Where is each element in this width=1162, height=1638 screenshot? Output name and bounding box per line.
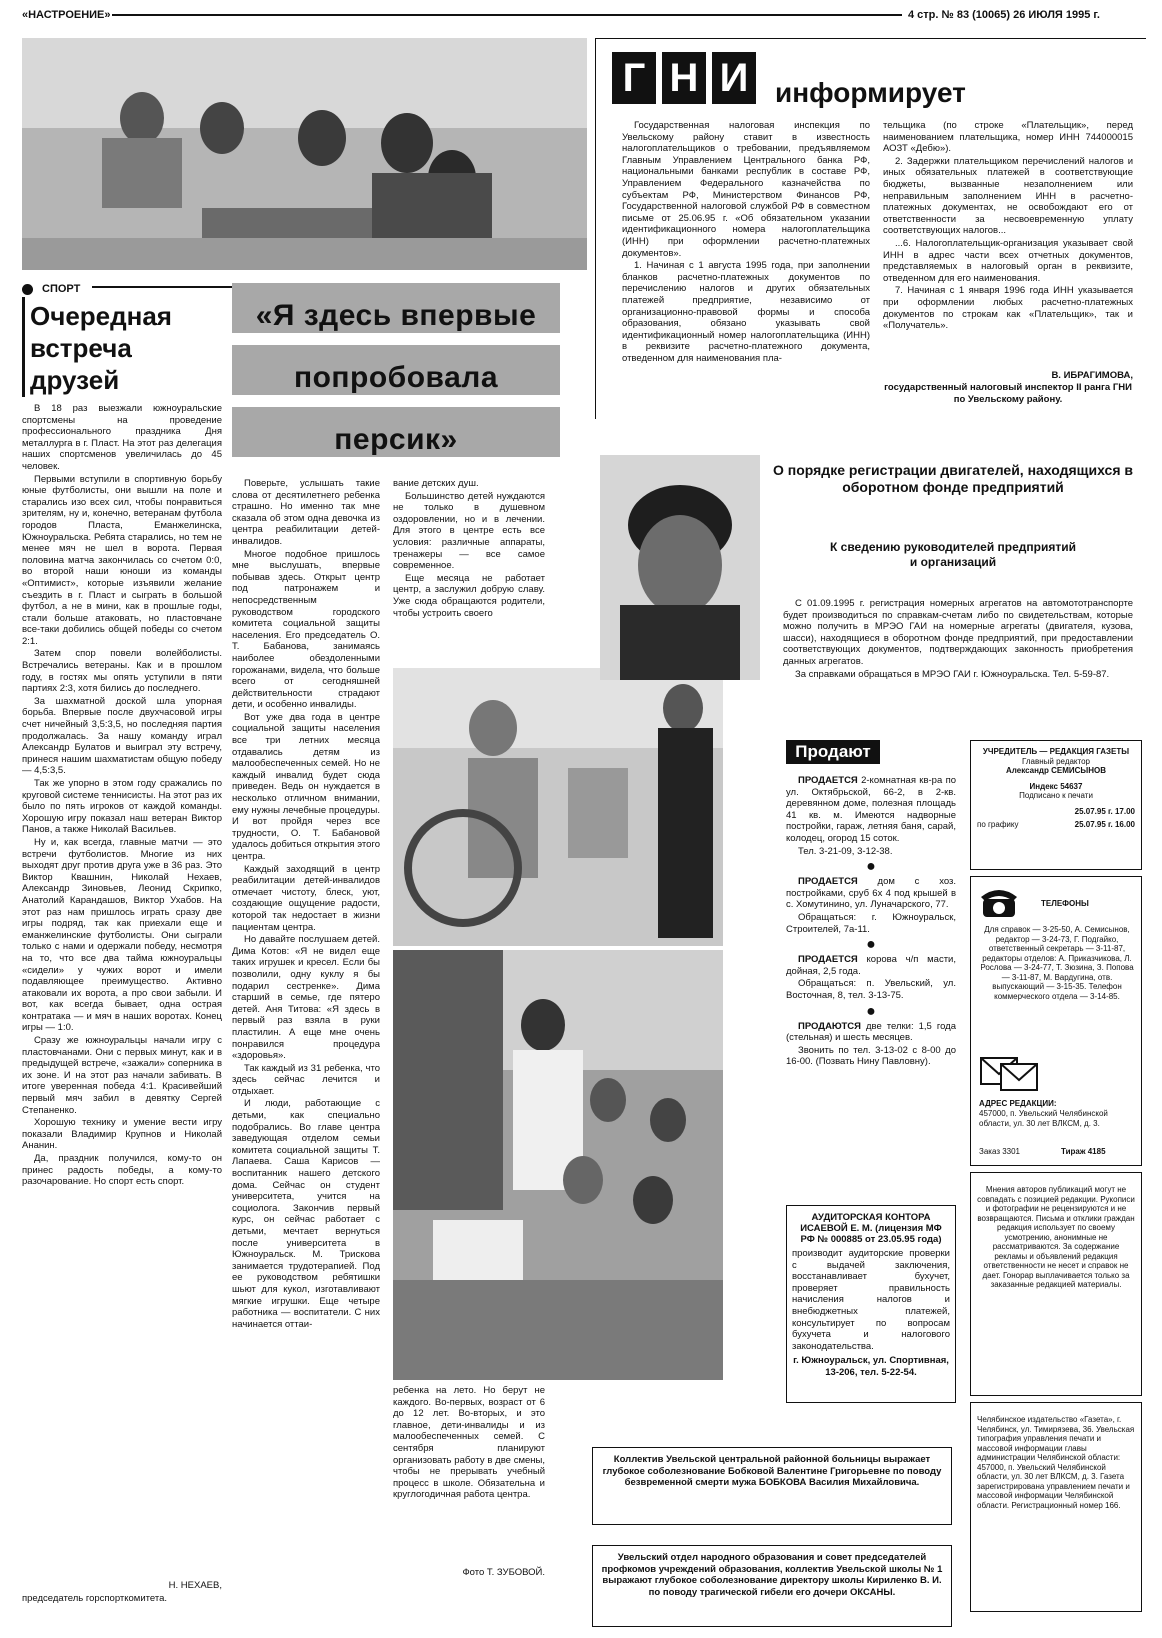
ad-lead: ПРОДАЕТСЯ	[798, 954, 858, 966]
audit-title: АУДИТОРСКАЯ КОНТОРА ИСАЕВОЙ Е. М. (лицензия МФ РФ № 000885 от 23.05.95 года)	[800, 1212, 942, 1245]
paragraph: Так каждый из 31 ребенка, что здесь сейчас лечится и отдыхает.	[232, 1062, 380, 1097]
rubric-label: СПОРТ	[42, 283, 81, 296]
sport-signature: Н. НЕХАЕВ,	[168, 1580, 222, 1591]
paragraph: Да, праздник получился, кому-то он принес радость победы, а кому-то разочарование. Но спорт есть спорт.	[22, 1153, 222, 1188]
title-line: друзей	[30, 365, 120, 395]
disclaimer-text: Мнения авторов публикаций могут не совпадать с позицией редакции. Рукописи и фотографии не рецензируются и не возвращаются. Письма и отклики граждан редакция использует по своему усмотрению, анонимные не рассматриваются. За содержание рекламы и объявлений редакция ответственности не несет и справок не дает. Гонорар выплачивается только за заказанные редакцией материалы.	[977, 1185, 1135, 1289]
paragraph: Затем спор повели волейболисты. Встречались ветераны. Как и в прошлом году, в гостях мы опять уступили в пяти партиях 2:3, хотя бились до последнего.	[22, 648, 222, 695]
phones-label: ТЕЛЕФОНЫ	[1041, 899, 1089, 908]
telephone-icon	[979, 885, 1019, 919]
registration-text	[783, 598, 1133, 708]
disclaimer-box	[970, 1172, 1142, 1396]
title-bar	[22, 297, 25, 397]
title-line: Очередная	[30, 301, 172, 331]
rehab-column-2	[393, 478, 545, 658]
gni-signature: В. ИБРАГИМОВА,	[1051, 370, 1133, 381]
imprint-index: Индекс 54637	[1029, 781, 1083, 791]
paragraph: Многое подобное пришлось мне выслушать, впервые побывав здесь. Открыт центр под патронажем и непосредственным руководством городского комитета социальной защиты населения. Его председатель О. Т. Бабанова, занимаясь наиболее обездоленными горожанами, видела, что больше всего от сегодняшней действительности страдают дети, и особенно инвалиды.	[232, 548, 380, 711]
title-line: встреча	[30, 333, 132, 363]
issue-info: 4 стр. № 83 (10065) 26 ИЮЛЯ 1995 г.	[908, 9, 1100, 21]
paragraph: Еще месяца не работает центр, а заслужил добрую славу. Уже сюда обращаются родители, чтобы устроить своего	[393, 572, 545, 619]
gni-letter: И	[712, 52, 756, 104]
rubric-rule	[92, 286, 237, 288]
paragraph: вание детских душ.	[393, 478, 479, 489]
paper-name: «НАСТРОЕНИЕ»	[22, 9, 111, 21]
top-photo	[22, 38, 587, 270]
address-text: 457000, п. Увельский Челябинской области, ул. 30 лет ВЛКСМ, д. 3.	[979, 1109, 1108, 1128]
imprint-date-2: 25.07.95 г. 16.00	[1074, 820, 1135, 829]
imprint-date-1: 25.07.95 г. 17.00	[1074, 806, 1135, 816]
ad-lead: ПРОДАЕТСЯ	[798, 876, 858, 888]
imprint-signed: Подписано к печати	[1019, 791, 1093, 800]
sale-rubric: Продают	[786, 740, 880, 764]
boy-portrait-photo	[600, 455, 760, 680]
paragraph: За справками обращаться в МРЭО ГАИ г. Южноуральска. Тел. 5-59-87.	[795, 668, 1110, 680]
rehab-exercise-photo	[393, 668, 723, 946]
separator-dot: ●	[866, 1002, 876, 1020]
imprint-schedule	[977, 820, 1135, 830]
ad	[786, 876, 956, 935]
imprint-founder: УЧРЕДИТЕЛЬ — РЕДАКЦИЯ ГАЗЕТЫ	[982, 747, 1130, 756]
sport-article	[22, 403, 222, 1523]
paragraph: Но давайте послушаем детей. Дима Котов: «Я не видел еще таких игрушек и кресел. Если бы позволили, одну куклу я бы подарил сестренке». Дима старший в семье, где пятеро детей. Аня Титова: «Я здесь в первый раз взяла в руки пластилин. А еще мне очень понравился процедура «здоровья».	[232, 934, 380, 1062]
ad-contact: Обращаться: п. Увельский, ул. Восточная, 8, тел. 3-13-75.	[786, 978, 956, 1001]
ad-text	[786, 775, 956, 845]
children-playing-photo	[22, 38, 587, 270]
paragraph: Хорошую технику и умение вести игру показали Владимир Крупнов и Николай Ананин.	[22, 1117, 222, 1152]
ad-body: две телки: 1,5 года (стельная) и шесть месяцев.	[786, 1020, 956, 1044]
sale-ads	[786, 775, 956, 1195]
paragraph: За шахматной доской шла упорная борьба. Впервые после двухчасовой игры счет ничейный 3,5:3,5, но последняя партия продолжалась. За нашу команду играл Александр Булатов и выиграл эту встречу, принеся нашим шахматистам общую победу — 4,5:3,5.	[22, 695, 222, 777]
paragraph: Так же упорно в этом году сражались по круговой системе теннисисты. На этот раз их было по пять игроков от каждой команды. Хорошую игру показал наш ветеран Виктор Панов, а также Николай Васильев.	[22, 778, 222, 836]
gni-column-2	[883, 120, 1133, 360]
rehab-headline	[232, 285, 560, 471]
registration-subtitle: К сведению руководителей предприятий и организаций	[830, 540, 1076, 569]
address-label: АДРЕС РЕДАКЦИИ:	[979, 1099, 1057, 1108]
paragraph: Государственная налоговая инспекция по Увельскому району ставит в известность налогоплательщиков о требовании, предъявляемом Главным Управлением Центрального банка РФ, национальными банками республик в составе РФ, Управлением Федерального казначейства по субъектам РФ, Министерством Финансов РФ, Государственной налоговой службой РФ в совместном письме от 25.06.95 г. «Об обязательном указании идентификационного номера налогоплательщика (ИНН) при оформлении расчетно-платежных документов».	[622, 120, 870, 259]
ad-contact: Обращаться: г. Южноуральск, Строителей, 7а-11.	[786, 911, 956, 935]
ad	[786, 775, 956, 857]
paragraph: И люди, работающие с детьми, как специально подобрались. Во главе центра заведующая отделом семьи комитета социальной защиты Т. Лапаева. Саша Карисов — воспитанник нашего детского дома. Сейчас он студент университета, учится на социолога. Закончив первый курс, он сейчас работает с детьми, мечтает вернуться после университета в Южноуральск. М. Трискова занимается трудотерапией. Под ее руководством ребятишки шьют для кукол, изготавливают мягкие игрушки. Еще четыре работника — воспитатели. С них начинается оттаи-	[232, 1098, 380, 1330]
paragraph: 1. Начиная с 1 августа 1995 года, при заполнении бланков расчетно-платежных документов по перечислению налогов и других обязательных платежей предприятие, независимо от организационно-правовой формы и способа образования, обязано указывать свой идентификационный номер налогоплательщика (ИНН) в реквизите расчетно-платежного документа, отведенном для наименования пла-	[622, 260, 870, 364]
condolence-text: Коллектив Увельской центральной районной больницы выражает глубокое соболезнование Бобковой Валентине Григорьевне по поводу безвременной смерти мужа БОБКОВА Василия Михайловича.	[602, 1454, 942, 1489]
paragraph: В 18 раз выезжали южноуральские спортсмены на проведение профессионального праздника Дня металлурга в г. Пласт. На этот раз делегация наших спортсменов увеличилась до 45 человек.	[22, 403, 222, 472]
rehab-column-2-end	[393, 1385, 545, 1555]
gni-letter: Г	[612, 52, 656, 104]
gni-column-1	[622, 120, 870, 415]
paragraph: Вот уже два года в центре социальной защиты населения все три летних месяца отдавались детям из малообеспеченных семей. Но не каждый инвалид будет сюда приведен. Ведь он нуждается в несколько отличном внимании, ему нужны лечебные процедуры. И вот пройдя через все трудности, О. Т. Бабановой удалось добиться открытия этого центра.	[232, 711, 380, 862]
envelope-icon	[979, 1052, 1039, 1092]
separator-dot: ●	[866, 858, 876, 876]
paragraph: Первыми вступили в спортивную борьбу юные футболисты, они вышли на поле и старались изо всех сил, чтобы понравиться зрителям, ну и, конечно, ветеранам футбола городов Пласта, Еманжелинска, Южноуральска. Ребята старались, но тем не менее мяч не шел в ворота. Первая половина матча закончилась со счетом 0:0, во второй наши юноши из команды «Оптимист», которые изъявили желание съездить в г. Пласт и сыграть в большой футбол, а не в мини, как в прошлые годы, стали больше атаковать, но пластовчане все-таки добились общей победы со счетом 2:1.	[22, 473, 222, 647]
headline-line: попробовала	[293, 361, 499, 394]
rehab-group-photo	[393, 950, 723, 1380]
ad-text	[786, 954, 956, 977]
paragraph: 2. Задержки плательщиком перечислений налогов и иных обязательных платежей в соответствующие бюджеты, вызванные незаполнением или неправильным заполнением ИНН в расчетно-платежных документах, не освобождают его от ответственности за несвоевременную уплату соответствующих налогов...	[883, 155, 1133, 237]
gni-word: информирует	[775, 77, 966, 108]
rehab-column-1	[232, 478, 380, 1628]
paragraph: Каждый заходящий в центр реабилитации детей-инвалидов отмечает чистоту, блеск, уют, создающие ощущение радости, которой так недостает в жизни пациентам центра.	[232, 863, 380, 933]
ad-body: дом с хоз. постройками, сруб 6х 4 под крышей в с. Хомутинино, ул. Луначарского, 77.	[786, 876, 956, 911]
sport-title	[30, 300, 230, 396]
paragraph: Ну и, как всегда, главные матчи — это встречи футболистов. Многие из них выходят друг против друга уже в 36 раз. Это Виктор Квашнин, Николай Нехаев, Александр Зиновьев, Леонид Скрипко, Анатолий Карандашов, Виктор Ухабов. На этот раз нам пришлось играть сразу две игры подряд, так как приехали еще и еманжелинские футболисты. Они сыграли только с нами и одержали победу, несмотря на то, что все два тайма южноуральцы «сидели» у чужих ворот и имели подавляющее преимущество. Активно атаковали их ворота, а про свои забыли. И вот, как всегда бывает, одна острая контратака — и мяч в наших воротах. Конец игры — 1:0.	[22, 836, 222, 1034]
ad	[786, 954, 956, 1001]
ad-text	[786, 1021, 956, 1044]
condolence-text: Увельский отдел народного образования и совет председателей профкомов учреждений образования, коллектив Увельской школы № 1 выражают глубокое соболезнование директору школы Кириленко В. И. по поводу трагической гибели его дочери ОКСАНЫ.	[601, 1552, 943, 1598]
paragraph: тельщика (по строке «Плательщик», перед наименованием плательщика, номер ИНН 744000015 АОЗТ «Дебю»).	[883, 120, 1133, 155]
order-number: Заказ 3301	[979, 1147, 1021, 1156]
ad-body: корова ч/п масти, дойная, 2,5 года.	[786, 954, 956, 977]
imprint-editor-role: Главный редактор	[1021, 756, 1090, 766]
phones-box	[970, 876, 1142, 1166]
publisher-text: Челябинское издательство «Газета», г. Челябинск, ул. Тимирязева, 36. Увельская типография управления печати и массовой информации главы администрации Челябинской области: 457000, п. Увельский Челябинской области, ул. 30 лет ВЛКСМ, д. 3. Газета зарегистрирована управлением печати и массовой информации Челябинской области. Регистрационный номер 166.	[977, 1415, 1135, 1510]
masthead-rule	[112, 14, 902, 16]
audit-address: г. Южноуральск, ул. Спортивная, 13-206, тел. 5-22-54.	[793, 1355, 949, 1378]
paragraph: 7. Начиная с 1 января 1996 года ИНН указывается при оформлении любых расчетно-платежных документов по строкам как «Плательщик», так и «Получатель».	[883, 285, 1133, 332]
gni-signature-role: государственный налоговый инспектор II ранга ГНИ по Увельскому району.	[884, 382, 1132, 405]
condolence-box-1	[592, 1447, 952, 1525]
imprint-editor: Александр СЕМИСЫНОВ	[1005, 766, 1107, 775]
paragraph: ...6. Налогоплательщик-организация указывает свой ИНН в адрес части всех отчетных документов, представляемых в налоговый орган в реквизите, отведенном для его наименования.	[883, 237, 1133, 284]
audit-text: производит аудиторские проверки с выдачей заключения, восстанавливает бухучет, проверяет правильность начисления налогов и внебюджетных платежей, консультирует по вопросам бухучета и налогового законодательства.	[792, 1248, 950, 1352]
separator-dot: ●	[866, 936, 876, 954]
ad	[786, 1021, 956, 1068]
gni-letter: Н	[662, 52, 706, 104]
registration-title: О порядке регистрации двигателей, находящихся в оборотном фонде предприятий	[772, 462, 1133, 495]
sport-signature-role: председатель горспорткомитета.	[22, 1593, 168, 1604]
ad-text	[786, 876, 956, 911]
photo-exercise	[393, 668, 723, 946]
sport-rubric	[22, 280, 222, 294]
bullet-icon	[22, 284, 33, 295]
ad-contact: Звонить по тел. 3-13-02 с 8-00 до 16-00. (Позвать Нину Павловну).	[786, 1044, 956, 1068]
paragraph: Большинство детей нуждаются не только в душевном оздоровлении, но и в лечении. Для этого в центре есть все условия: различные аппараты, тренажеры — все самое современное.	[393, 490, 545, 572]
paragraph: С 01.09.1995 г. регистрация номерных агрегатов на автомототранспорте будет производиться по справкам-счетам либо по свидетельствам, которые можно получить в МРЭО ГАИ на номерные агрегаты (двигателя, кузова, шасси), находящиеся в оборотном фонде предприятий, при предоставлении соответствующих документов, подтверждающих законность приобретения данных агрегатов.	[783, 598, 1133, 667]
photo-credit: Фото Т. ЗУБОВОЙ.	[462, 1567, 545, 1578]
phones-text: Для справок — 3-25-50, А. Семисынов, редактор — 3-24-73, Г. Подгайко, ответственный секретарь — 3-11-87, редакторы отделов: А. Приказчикова, Л. Рослова — 3-24-77, Т. Зюзина, З. Попова — 3-11-87, М. Вардугина, отв. выпускающий — 3-15-35. Телефон коммерческого отдела — 3-14-85.	[980, 925, 1134, 1001]
ad-lead: ПРОДАЕТСЯ	[798, 775, 858, 786]
photo-children-group	[393, 950, 723, 1380]
headline-line: персик»	[334, 423, 458, 456]
condolence-box-2	[592, 1545, 952, 1627]
schedule-label: по графику	[977, 820, 1019, 829]
ad-body: 2-комнатная кв-ра по ул. Октябрьской, 66-2, в 2-кв. деревянном доме, полезная площадь 41 кв. м. Имеются надворные постройки, гараж, летняя баня, сарай, колодец, огород 15 соток.	[786, 775, 956, 844]
ad-lead: ПРОДАЮТСЯ	[798, 1020, 861, 1032]
masthead	[22, 8, 1140, 22]
imprint-box	[970, 740, 1142, 870]
ad-contact: Тел. 3-21-09, 3-12-38.	[798, 845, 893, 857]
paragraph: Сразу же южноуральцы начали игру с пластовчанами. Они с первых минут, как и в предыдущей встрече, «зажали» соперника в их зоне. И на этот раз начали забивать. В итоге уверенная победа 4:1. Красивейший первый мяч забил в девятку Сергей Степаненко.	[22, 1035, 222, 1116]
publisher-box	[970, 1402, 1142, 1612]
audit-box	[786, 1205, 956, 1403]
print-run: Тираж 4185	[1061, 1147, 1106, 1156]
paragraph: Поверьте, услышать такие слова от десятилетнего ребенка страшно. Но именно так мне сказала об этом одна девочка из центра реабилитации детей-инвалидов.	[232, 478, 380, 547]
photo-boy	[600, 455, 760, 680]
paragraph: ребенка на лето. Но берут не каждого. Во-первых, возраст от 6 до 12 лет. Во-вторых, и это главное, дети-инвалиды и из малообеспеченных семей. С сентября планируют организовать работу в две смены, чтобы не прерывать учебный процесс в школе. Обязательна и круглогодичная работа центра.	[393, 1385, 545, 1501]
headline-line: «Я здесь впервые	[255, 299, 537, 332]
